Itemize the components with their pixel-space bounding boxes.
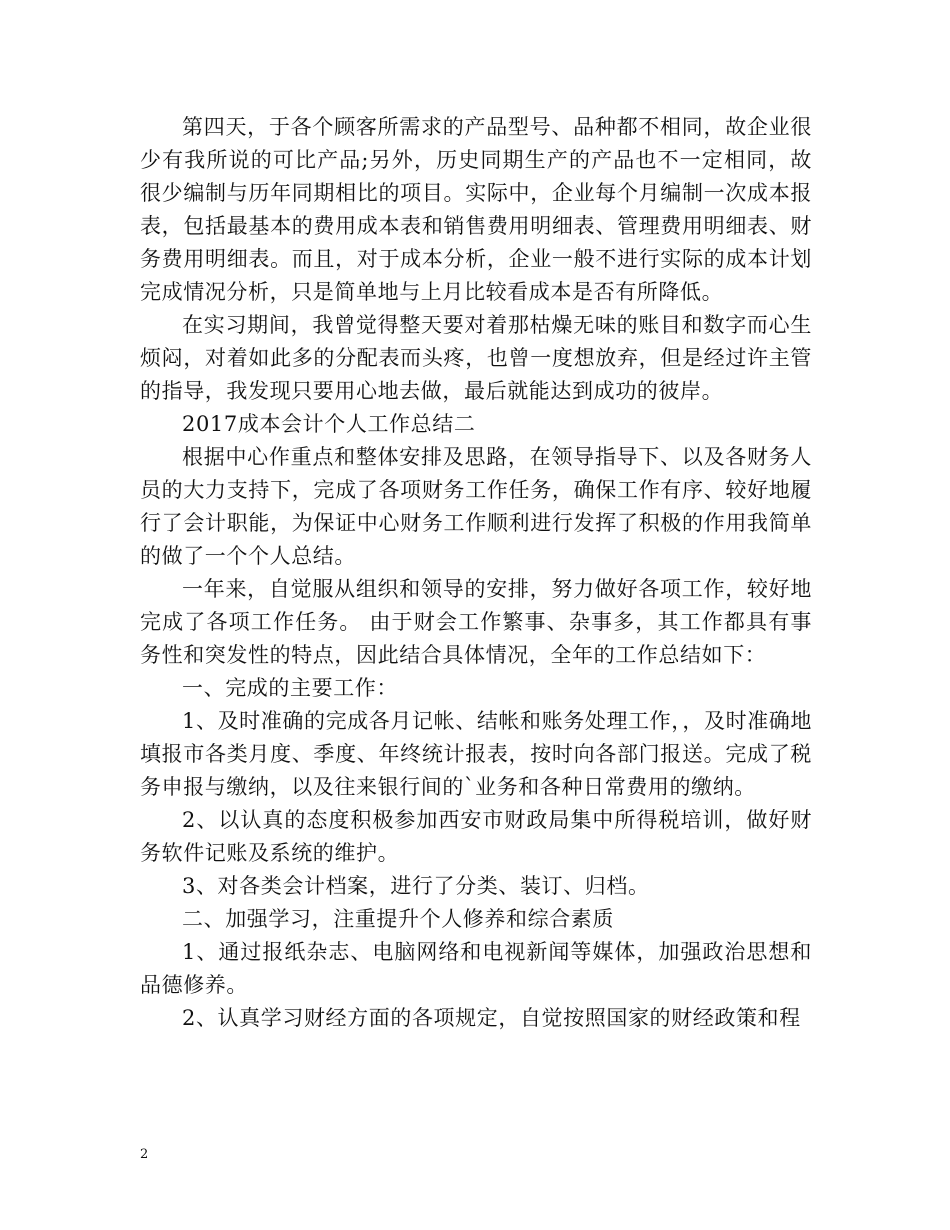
paragraph-year-review: 一年来，自觉服从组织和领导的安排，努力做好各项工作，较好地完成了各项工作任务。 由于财会工作繁事、杂事多，其工作都具有事务性和突发性的特点，因此结合具体情况，全年的工作总结如下：	[140, 577, 812, 667]
heading-main-work: 一、完成的主要工作：	[182, 676, 398, 700]
paragraph-intro: 根据中心作重点和整体安排及思路，在领导指导下、以及各财务人员的大力支持下，完成了各项财务工作任务，确保工作有序、较好地履行了会计职能，为保证中心财务工作顺利进行发挥了积极的作用我简单的做了一个个人总结。	[140, 445, 812, 568]
list-item-archives: 3、对各类会计档案，进行了分类、装订、归档。	[182, 874, 650, 898]
heading-strengthen-learning: 二、加强学习，注重提升个人修养和综合素质	[182, 907, 614, 931]
document-body	[140, 111, 812, 1035]
page-number: 2	[140, 1147, 149, 1162]
list-item-media-study: 1、通过报纸杂志、电脑网络和电视新闻等媒体，加强政治思想和品德修养。	[140, 940, 812, 997]
paragraph-internship-reflection: 在实习期间，我曾觉得整天要对着那枯燥无味的账目和数字而心生烦闷，对着如此多的分配表而头疼，也曾一度想放弃，但是经过许主管的指导，我发现只要用心地去做，最后就能达到成功的彼岸。	[140, 313, 812, 403]
list-item-regulations: 2、认真学习财经方面的各项规定，自觉按照国家的财经政策和程	[182, 1006, 801, 1030]
list-item-training: 2、以认真的态度积极参加西安市财政局集中所得税培训，做好财务软件记账及系统的维护。	[140, 808, 812, 865]
section-heading-summary-two: 2017成本会计个人工作总结二	[182, 412, 476, 436]
paragraph-day-four: 第四天，于各个顾客所需求的产品型号、品种都不相同，故企业很少有我所说的可比产品;另外，历史同期生产的产品也不一定相同，故很少编制与历年同期相比的项目。实际中，企业每个月编制一次成本报表，包括最基本的费用成本表和销售费用明细表、管理费用明细表、财务费用明细表。而且，对于成本分析，企业一般不进行实际的成本计划完成情况分析，只是简单地与上月比较看成本是否有所降低。	[140, 115, 812, 304]
list-item-bookkeeping: 1、及时准确的完成各月记帐、结帐和账务处理工作，，及时准确地填报市各类月度、季度、年终统计报表，按时向各部门报送。完成了税务申报与缴纳，以及往来银行间的`业务和各种日常费用的缴纳。	[140, 709, 812, 799]
